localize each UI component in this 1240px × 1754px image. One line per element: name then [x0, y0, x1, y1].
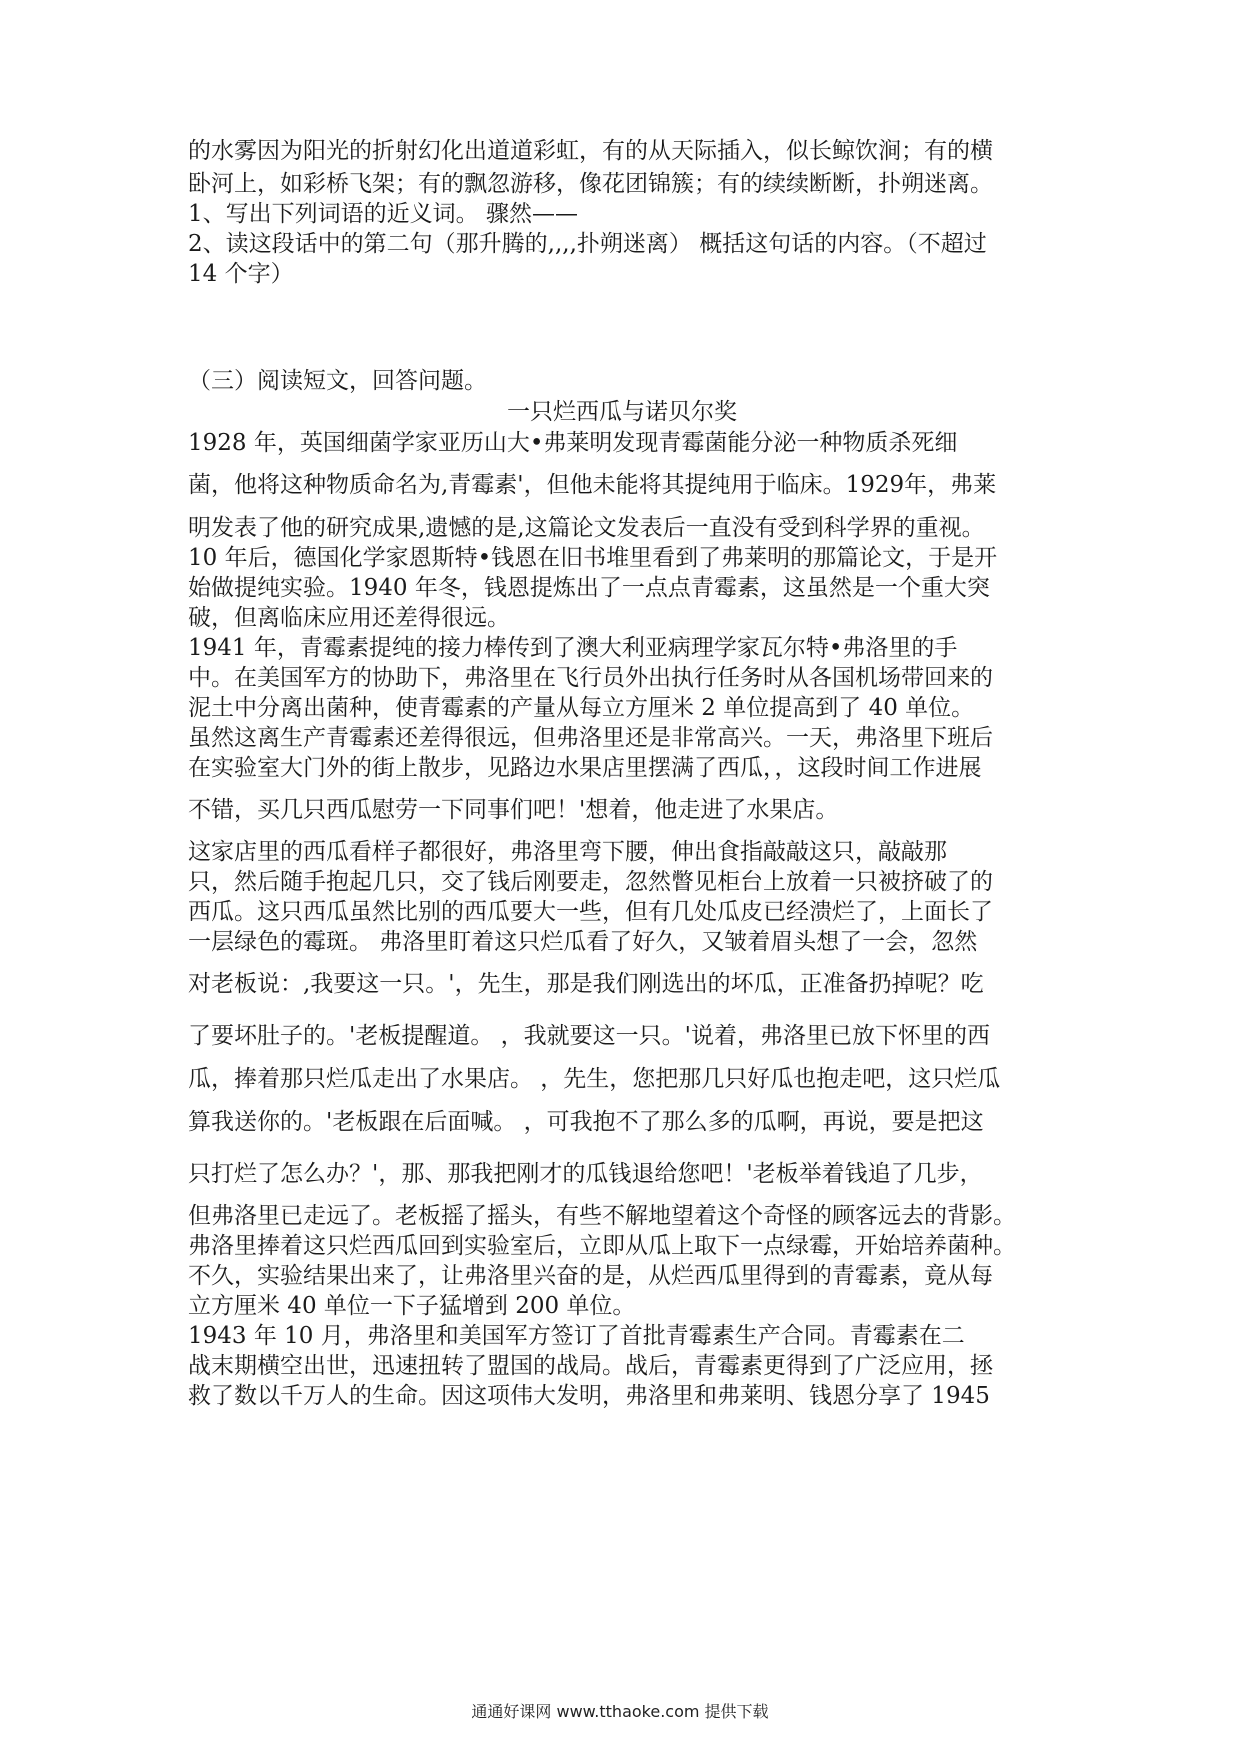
article-line: 中。在美国军方的协助下，弗洛里在飞行员外出执行任务时从各国机场带回来的 [188, 665, 993, 691]
article-line: 泥土中分离出菌种，使青霉素的产量从每立方厘米 2 单位提高到了 40 单位。 [188, 695, 975, 721]
article-title: 一只烂西瓜与诺贝尔奖 [507, 399, 737, 425]
article-line: 了要坏肚子的。'老板提醒道。 ，我就要这一只。'说着，弗洛里已放下怀里的西 [188, 1023, 990, 1049]
article-line: 战末期横空出世，迅速扭转了盟国的战局。战后，青霉素更得到了广泛应用，拯 [188, 1353, 993, 1379]
article-line: 明发表了他的研究成果,遗憾的是,这篇论文发表后一直没有受到科学界的重视。 [188, 515, 985, 541]
article-line: 立方厘米 40 单位一下子猛增到 200 单位。 [188, 1293, 636, 1319]
article-line: 1941 年，青霉素提纯的接力棒传到了澳大利亚病理学家瓦尔特•弗洛里的手 [188, 635, 958, 661]
passage-line: 卧河上，如彩桥飞架；有的飘忽游移，像花团锦簇；有的续续断断，扑朔迷离。 [188, 171, 993, 197]
article-line: 破，但离临床应用还差得很远。 [188, 605, 510, 631]
article-line: 1943 年 10 月，弗洛里和美国军方签订了首批青霉素生产合同。青霉素在二 [188, 1323, 965, 1349]
article-line: 一层绿色的霉斑。 弗洛里盯着这只烂瓜看了好久，又皱着眉头想了一会，忽然 [188, 929, 978, 955]
question-1: 1、写出下列词语的近义词。 骤然—— [188, 201, 578, 227]
article-line: 在实验室大门外的街上散步，见路边水果店里摆满了西瓜，，这段时间工作进展 [188, 755, 982, 781]
article-line: 这家店里的西瓜看样子都很好，弗洛里弯下腰，伸出食指敲敲这只，敲敲那 [188, 839, 947, 865]
section-heading: （三）阅读短文，回答问题。 [188, 368, 487, 394]
article-line: 菌，他将这种物质命名为,青霉素'，但他未能将其提纯用于临床。1929年，弗莱 [188, 472, 997, 498]
question-2: 2、读这段话中的第二句（那升腾的,,,,扑朔迷离） 概括这句话的内容。（不超过 [188, 231, 987, 257]
article-line: 弗洛里捧着这只烂西瓜回到实验室后，立即从瓜上取下一点绿霉，开始培养菌种。 [188, 1233, 1016, 1259]
article-line: 10 年后，德国化学家恩斯特•钱恩在旧书堆里看到了弗莱明的那篇论文，于是开 [188, 545, 998, 571]
article-line: 不久，实验结果出来了，让弗洛里兴奋的是，从烂西瓜里得到的青霉素，竟从每 [188, 1263, 993, 1289]
article-line: 西瓜。这只西瓜虽然比别的西瓜要大一些，但有几处瓜皮已经溃烂了，上面长了 [188, 899, 993, 925]
article-line: 只打烂了怎么办？'，那、那我把刚才的瓜钱退给您吧！'老板举着钱追了几步， [188, 1161, 983, 1187]
article-line: 对老板说：,我要这一只。'，先生，那是我们刚选出的坏瓜，正准备扔掉呢？吃 [188, 971, 984, 997]
article-line: 算我送你的。'老板跟在后面喊。 ，可我抱不了那么多的瓜啊，再说，要是把这 [188, 1109, 984, 1135]
article-line: 不错，买几只西瓜慰劳一下同事们吧！'想着，他走进了水果店。 [188, 797, 839, 823]
article-line: 虽然这离生产青霉素还差得很远，但弗洛里还是非常高兴。一天，弗洛里下班后 [188, 725, 993, 751]
article-line: 1928 年，英国细菌学家亚历山大•弗莱明发现青霉菌能分泌一种物质杀死细 [188, 430, 958, 456]
article-line: 始做提纯实验。1940 年冬，钱恩提炼出了一点点青霉素，这虽然是一个重大突 [188, 575, 990, 601]
article-line: 只，然后随手抱起几只，交了钱后刚要走，忽然瞥见柜台上放着一只被挤破了的 [188, 869, 993, 895]
question-2-continued: 14 个字） [188, 261, 294, 287]
article-line: 救了数以千万人的生命。因这项伟大发明，弗洛里和弗莱明、钱恩分享了 1945 [188, 1383, 990, 1409]
article-line: 瓜，捧着那只烂瓜走出了水果店。 ，先生，您把那几只好瓜也抱走吧，这只烂瓜 [188, 1066, 1001, 1092]
download-footer: 通通好课网 www.tthaoke.com 提供下载 [471, 1702, 769, 1721]
passage-line: 的水雾因为阳光的折射幻化出道道彩虹，有的从天际插入，似长鲸饮涧；有的横 [188, 138, 993, 164]
article-line: 但弗洛里已走远了。老板摇了摇头，有些不解地望着这个奇怪的顾客远去的背影。 [188, 1203, 1016, 1229]
